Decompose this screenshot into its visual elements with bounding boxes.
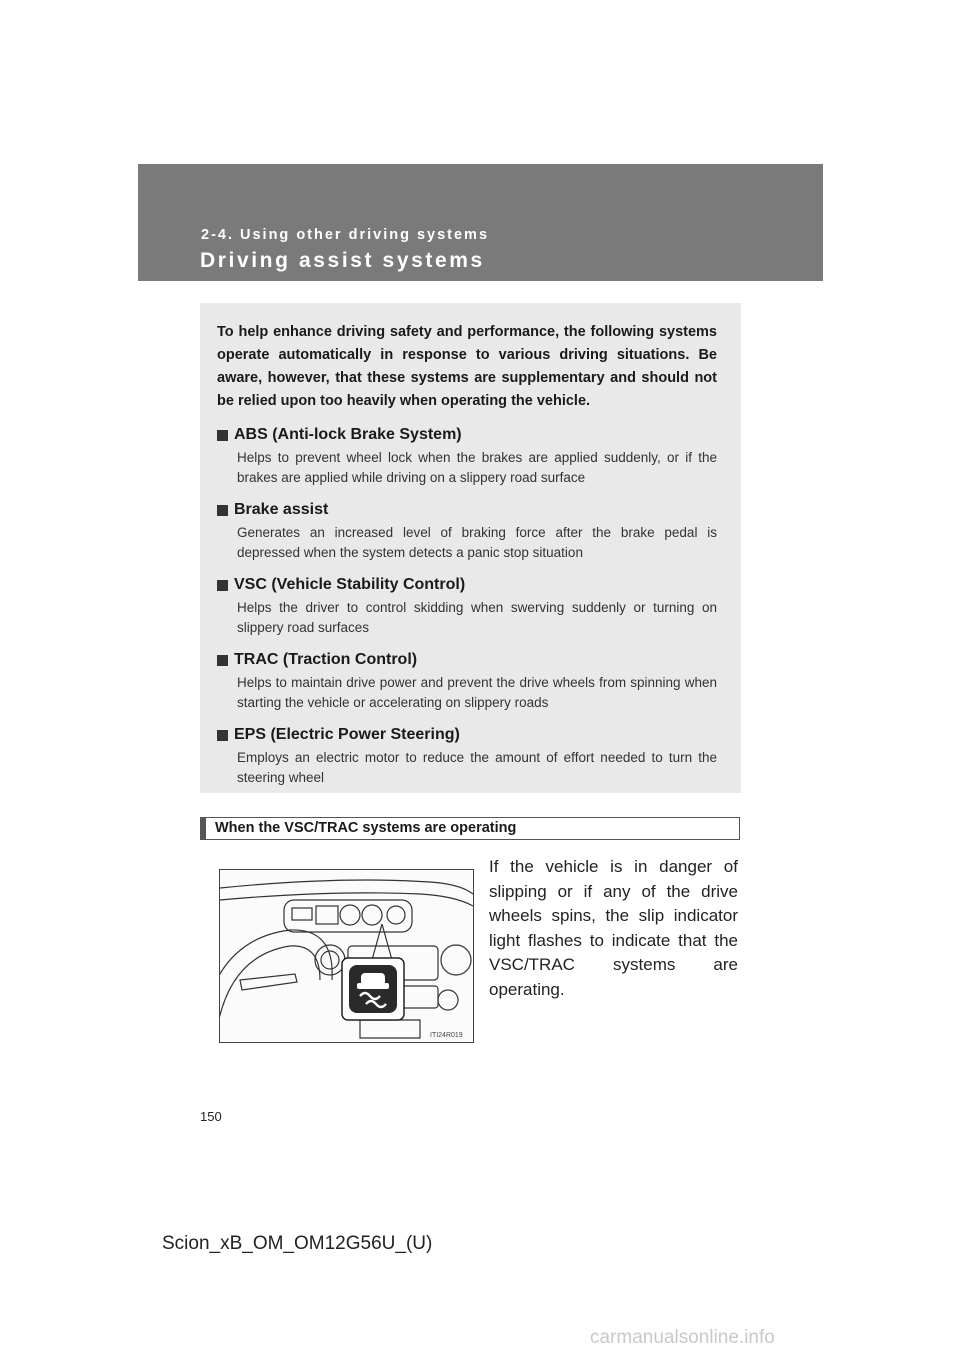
- intro-text: To help enhance driving safety and performance, the following systems operate automatically in response to various driving situations. Be aware, however, that these systems are supplementary and should not be relied upon too heavily when operating the vehicle.: [217, 324, 717, 409]
- feature-description: Helps to maintain drive power and prevent the drive wheels from spinning when starting the vehicle or accelerating on slippery roads: [237, 675, 717, 710]
- feature-description: Employs an electric motor to reduce the amount of effort needed to turn the steering wheel: [237, 750, 717, 785]
- feature-heading: [217, 499, 717, 521]
- feature-eps: [217, 724, 717, 788]
- document-code: Scion_xB_OM_OM12G56U_(U): [162, 1233, 433, 1254]
- feature-abs: [217, 424, 717, 488]
- dashboard-drawing: [220, 870, 473, 1042]
- feature-heading: [217, 649, 717, 671]
- feature-title: EPS (Electric Power Steering): [234, 726, 460, 743]
- square-bullet-icon: [217, 655, 228, 666]
- page-title: Driving assist systems: [200, 249, 485, 272]
- feature-vsc: [217, 574, 717, 638]
- slip-indicator-icon: [342, 958, 404, 1020]
- feature-brake-assist: [217, 499, 717, 563]
- feature-title: VSC (Vehicle Stability Control): [234, 576, 466, 593]
- feature-heading: [217, 574, 717, 596]
- feature-heading: [217, 724, 717, 746]
- feature-heading: [217, 424, 717, 446]
- feature-description: Generates an increased level of braking force after the brake pedal is depressed when the system detects a panic stop situation: [237, 525, 717, 560]
- dashboard-illustration: [219, 869, 474, 1043]
- section-label: 2-4. Using other driving systems: [201, 227, 490, 243]
- info-box: [200, 303, 741, 793]
- feature-trac: [217, 649, 717, 713]
- page-number: 150: [200, 1109, 222, 1124]
- feature-title: Brake assist: [234, 501, 329, 518]
- subsection-heading: When the VSC/TRAC systems are operating: [215, 820, 517, 836]
- subsection-heading-bar: [200, 817, 740, 840]
- feature-description: Helps the driver to control skidding when swerving suddenly or turning on slippery road surfaces: [237, 600, 717, 635]
- figure-code: ITI24R019: [430, 1032, 463, 1039]
- square-bullet-icon: [217, 430, 228, 441]
- feature-title: TRAC (Traction Control): [234, 651, 418, 668]
- subsection-body: If the vehicle is in danger of slipping or if any of the drive wheels spins, the slip indicator light flashes to indicate that the VSC/TRAC systems are operating.: [489, 857, 738, 999]
- square-bullet-icon: [217, 730, 228, 741]
- square-bullet-icon: [217, 505, 228, 516]
- heading-accent: [201, 818, 206, 839]
- feature-title: ABS (Anti-lock Brake System): [234, 426, 462, 443]
- square-bullet-icon: [217, 580, 228, 591]
- watermark[interactable]: carmanualsonline.info: [590, 1327, 775, 1348]
- feature-description: Helps to prevent wheel lock when the brakes are applied suddenly, or if the brakes are applied while driving on a slippery road surface: [237, 450, 717, 485]
